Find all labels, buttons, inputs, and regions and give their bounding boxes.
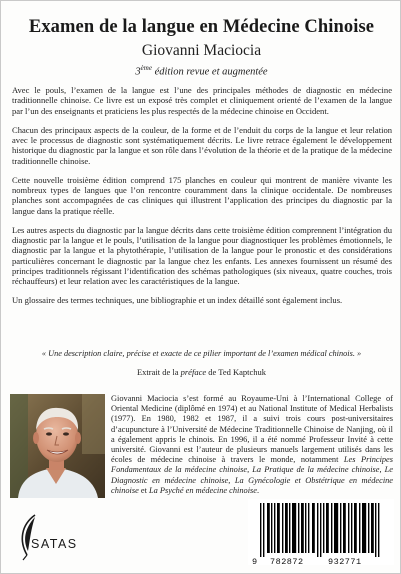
- edition-number: 3: [135, 66, 141, 78]
- isbn-group-1: 782872: [270, 557, 304, 567]
- quote-attribution-prefix: Extrait de la: [136, 367, 181, 377]
- author-biography: [111, 394, 393, 496]
- endorsement-quote: « Une description claire, précise et exacte de ce pilier important de l’examen médical chinois. »: [41, 349, 362, 358]
- description-paragraph: Avec le pouls, l’examen de la langue est l’une des principales méthodes de diagnostic en médecine traditionnelle chinoise. Ce livre est un exposé très complet et cliniquement orienté de l’examen de la langue par l’un des enseignants et praticiens les plus respectés de la médecine chinoise en Occident.: [12, 85, 392, 116]
- description-paragraph: Les autres aspects du diagnostic par la langue décrits dans cette troisième édition comprennent l’intégration du diagnostic par la langue et le pouls, l’utilisation de la langue pour diagnostiquer les problèmes émotionnels, le diagnostic par la langue et la phytothérapie, l’utilisation de la langue pour le pronostic et des considérations particulières concernant le diagnostic par la langue chez les enfants. Les annexes fournissent un résumé des principes traditionnels régissant l’identification des schémas pathologiques (six niveaux, quatre couches, trois réchauffeurs) et leur relation avec les caractéristiques de la langue.: [12, 224, 392, 287]
- bio-separator: ,: [228, 475, 235, 485]
- author-portrait-icon: [10, 394, 105, 498]
- description-paragraph: Cette nouvelle troisième édition comprend 175 planches en couleur qui montrent de manière vivante les nombreux types de langues que l’on rencontre couramment dans la clinique occidentale. De nombreuses planches sont accompagnées de cas cliniques qui illustrent l’application des principes du diagnostic par la langue dans la pratique réelle.: [12, 174, 392, 216]
- edition-superscript: ème: [140, 64, 152, 72]
- bio-book-title: La Psyché en médecine chinoise: [149, 485, 257, 495]
- author-name: Giovanni Maciocia: [141, 42, 262, 59]
- description-paragraph: Un glossaire des termes techniques, une bibliographie et un index détaillé sont également inclus.: [12, 295, 343, 306]
- description-text: [12, 85, 392, 314]
- quote-attribution-italic: préface: [180, 367, 207, 377]
- isbn-barcode-icon: [260, 503, 384, 557]
- isbn-group-2: 932771: [328, 557, 362, 567]
- quote-attribution: [1, 367, 401, 377]
- bio-separator: ,: [379, 465, 385, 475]
- isbn-barcode: [248, 499, 394, 565]
- bio-book-title: La Gynécologie et Obstétrique en médecine chinoise: [111, 475, 394, 495]
- bio-separator: et: [138, 485, 150, 495]
- edition-label: édition revue et augmentée: [151, 66, 268, 78]
- bio-book-title: Les Principes Fondamentaux de la médecine chinoise: [111, 455, 394, 475]
- isbn-lead-digit: 9: [252, 557, 258, 567]
- bio-book-title: La Pratique de la médecine chinoise: [252, 465, 380, 475]
- bio-separator: ,: [247, 465, 253, 475]
- description-paragraph: Chacun des principaux aspects de la couleur, de la forme et de l’enduit du corps de la langue et leur relation avec le processus de diagnostic sont systématiquement décrits. Le livre retrace également le développement historique du diagnostic par la langue et son rôle dans l’évolution de la théorie et de la pratique de la médecine traditionnelle chinoise.: [12, 124, 392, 166]
- bio-text: Giovanni Maciocia s’est formé au Royaume-Uni à l’International College of Oriental Medicine (diplômé en 1974) et au National Institute of Medical Herbalists (1977). En 1980, 1982 et 1987, il a suivi trois cours post-universitaires d’acupuncture à l’Université de Médecine Traditionnelle Chinoise de Nanjing, où il a également appris le chinois. En 1996, il a été nommé Professeur Invité à cette université. Giovanni est l’auteur de plusieurs manuels largement utilisés dans les écoles de médecine chinoise à travers le monde, notamment: [111, 394, 393, 465]
- bio-book-title: Le Diagnostic en médecine chinoise: [111, 465, 393, 485]
- quote-attribution-suffix: de Ted Kaptchuk: [206, 367, 267, 377]
- publisher-name: SATAS: [31, 537, 78, 551]
- feather-logo-icon: [13, 511, 83, 561]
- book-title: Examen de la langue en Médecine Chinoise: [28, 17, 375, 37]
- author-photo: [10, 394, 105, 498]
- edition-line: [1, 64, 401, 78]
- bio-end: .: [256, 485, 260, 495]
